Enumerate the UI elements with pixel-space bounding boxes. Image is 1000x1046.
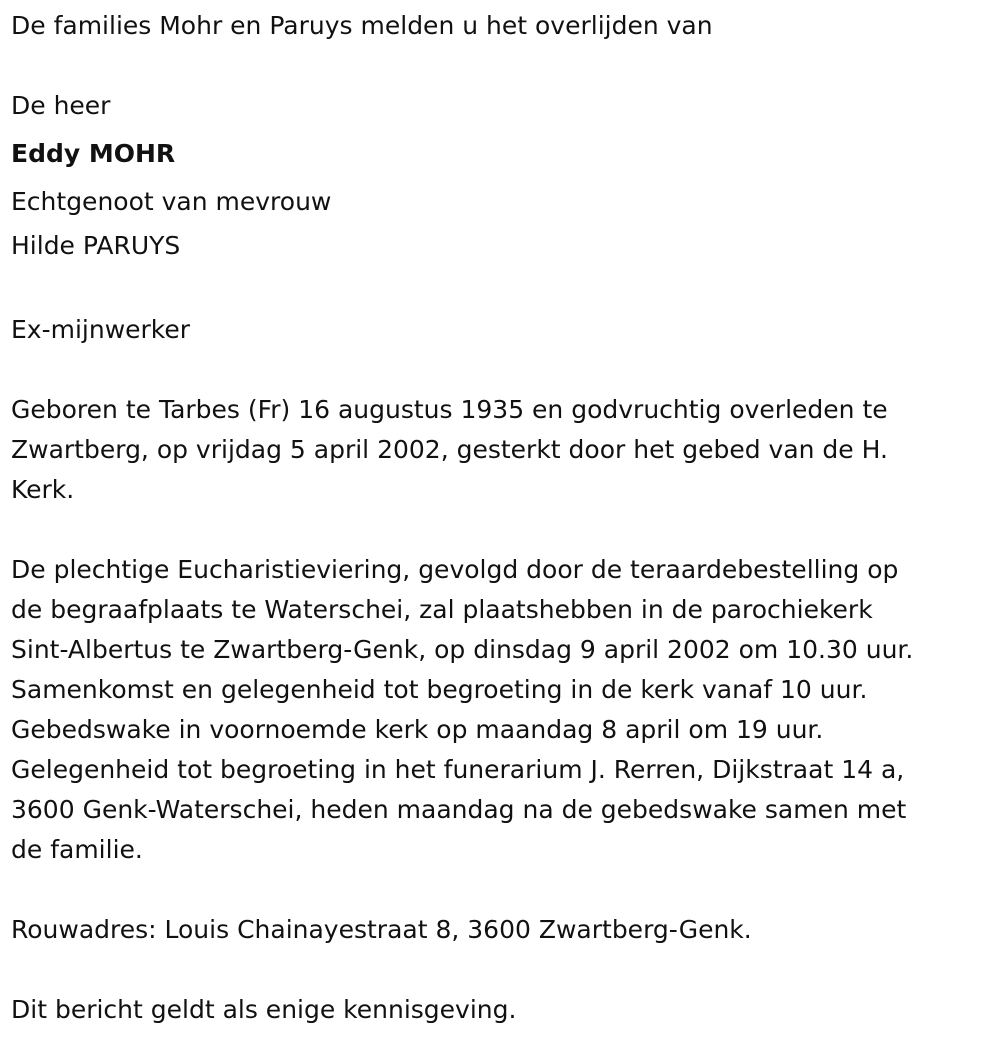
paragraph-line: 3600 Genk-Waterschei, heden maandag na de gebedswake samen met bbox=[11, 795, 907, 824]
paragraph-line: Sint-Albertus te Zwartberg-Genk, op dinsdag 9 april 2002 om 10.30 uur. bbox=[11, 635, 914, 664]
deceased-name: Eddy MOHR bbox=[11, 139, 176, 168]
spacer bbox=[11, 510, 986, 550]
spacer bbox=[11, 870, 986, 910]
paragraph-line: Gelegenheid tot begroeting in het funerarium J. Rerren, Dijkstraat 14 a, bbox=[11, 755, 905, 784]
closing-text: Dit bericht geldt als enige kennisgeving. bbox=[11, 995, 517, 1024]
salutation: De heer bbox=[11, 91, 111, 120]
intro-text: De families Mohr en Paruys melden u het overlijden van bbox=[11, 11, 713, 40]
paragraph-line: Gebedswake in voornoemde kerk op maandag 8 april om 19 uur. bbox=[11, 715, 824, 744]
spacer bbox=[11, 950, 986, 990]
spouse-name: Hilde PARUYS bbox=[11, 231, 181, 260]
paragraph-line: de begraafplaats te Waterschei, zal plaatshebben in de parochiekerk bbox=[11, 595, 873, 624]
paragraph-line: De plechtige Eucharistieviering, gevolgd door de teraardebestelling op bbox=[11, 555, 899, 584]
spouse-relation: Echtgenoot van mevrouw bbox=[11, 187, 332, 216]
paragraph-line: Zwartberg, op vrijdag 5 april 2002, gesterkt door het gebed van de H. bbox=[11, 435, 888, 464]
birth-death-paragraph bbox=[11, 390, 986, 510]
paragraph-line: Samenkomst en gelegenheid tot begroeting in de kerk vanaf 10 uur. bbox=[11, 675, 868, 704]
occupation: Ex-mijnwerker bbox=[11, 315, 191, 344]
spacer bbox=[11, 270, 986, 310]
spouse-block bbox=[11, 182, 986, 266]
mourning-address: Rouwadres: Louis Chainayestraat 8, 3600 Zwartberg-Genk. bbox=[11, 915, 752, 944]
paragraph-line: de familie. bbox=[11, 835, 143, 864]
paragraph-line: Kerk. bbox=[11, 475, 75, 504]
ceremony-paragraph bbox=[11, 550, 986, 870]
paragraph-line: Geboren te Tarbes (Fr) 16 augustus 1935 en godvruchtig overleden te bbox=[11, 395, 888, 424]
spacer bbox=[11, 46, 986, 86]
spacer bbox=[11, 350, 986, 390]
